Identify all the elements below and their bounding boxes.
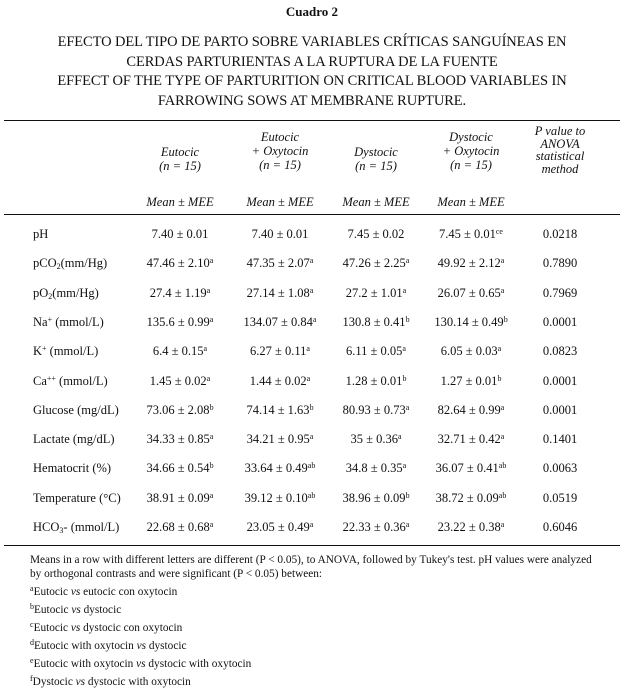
cell-value: 74.14 ± 1.63 xyxy=(246,403,310,417)
cell-letter: a xyxy=(500,286,505,295)
footnote-vs: vs xyxy=(75,676,86,688)
cell-letter: a xyxy=(500,520,505,529)
row-label-sup: ++ xyxy=(46,374,56,383)
cell-letter: a xyxy=(309,520,314,529)
cell-letter: a xyxy=(500,403,505,412)
cell-letter: a xyxy=(206,286,211,295)
table-cell xyxy=(326,491,426,506)
cell-value: 6.05 ± 0.03 xyxy=(440,344,498,358)
row-label-unit: (mmol/L) xyxy=(55,374,108,388)
table-cell xyxy=(230,344,330,359)
cell-letter: a xyxy=(306,344,310,353)
footnote-vs: vs xyxy=(71,604,81,616)
row-label xyxy=(33,520,119,535)
row-label-unit: (mmol/L) xyxy=(46,344,99,358)
cell-value: 33.64 ± 0.49 xyxy=(244,461,308,475)
footnote-text: Eutocic with oxytocin xyxy=(34,640,137,652)
row-label xyxy=(33,344,98,359)
cell-value: 1.45 ± 0.02 xyxy=(149,374,207,388)
table-cell xyxy=(418,256,524,271)
cell-value: 38.72 ± 0.09 xyxy=(435,491,499,505)
table-cell xyxy=(326,344,426,359)
footnote-text: Dystocic xyxy=(32,676,76,688)
footnote xyxy=(30,620,182,634)
cell-letter: a xyxy=(500,256,505,265)
table-cell xyxy=(326,461,426,476)
cell-value: 6.4 ± 0.15 xyxy=(152,344,204,358)
footnote-text: dystocic xyxy=(80,604,122,616)
footnote-mark: f xyxy=(30,674,33,683)
cell-letter: ab xyxy=(307,461,316,470)
footnote-vs: vs xyxy=(136,640,147,652)
cell-value: 26.07 ± 0.65 xyxy=(437,286,501,300)
mean-header-1: Mean ± MEE xyxy=(146,195,214,209)
cell-value: 34.66 ± 0.54 xyxy=(146,461,210,475)
cell-value: 38.96 ± 0.09 xyxy=(342,491,406,505)
cell-value: 1.28 ± 0.01 xyxy=(345,374,403,388)
cell-value: 130.14 ± 0.49 xyxy=(434,315,504,329)
cell-letter: a xyxy=(309,286,314,295)
row-label-name: K xyxy=(33,344,43,358)
table-cell xyxy=(130,403,230,418)
table-cell xyxy=(230,432,330,447)
cell-value: 22.33 ± 0.36 xyxy=(342,520,406,534)
cell-value: 7.40 ± 0.01 xyxy=(251,227,309,241)
table-cell xyxy=(326,286,426,301)
row-label-name: HCO xyxy=(33,520,60,534)
cell-value: 80.93 ± 0.73 xyxy=(342,403,406,417)
p-value-cell: 0.0001 xyxy=(542,315,578,329)
table-cell xyxy=(326,374,426,389)
footnote-text: eutocic con oxytocin xyxy=(80,586,178,598)
cell-letter: ab xyxy=(498,461,507,470)
row-label-unit: (mmol/L) xyxy=(52,315,104,329)
row-label-unit: (mm/Hg) xyxy=(60,256,108,270)
col-header-p-value: P value to ANOVA statistical method xyxy=(534,124,586,176)
cell-letter: a xyxy=(209,520,214,529)
cell-value: 32.71 ± 0.42 xyxy=(437,432,501,446)
cell-letter: a xyxy=(309,256,314,265)
col-header-dystocic: Dystocic (n = 15) xyxy=(354,145,398,173)
table-cell xyxy=(418,491,524,506)
cell-letter: ce xyxy=(495,227,503,236)
cell-letter: b xyxy=(503,315,508,324)
title-es-line-2: CERDAS PARTURIENTAS A LA RUPTURA DE LA FUENTE xyxy=(126,54,498,70)
row-label xyxy=(33,227,48,242)
cell-letter: a xyxy=(405,403,410,412)
row-label xyxy=(33,461,111,476)
cell-value: 23.22 ± 0.38 xyxy=(437,520,501,534)
table-cell xyxy=(130,374,230,389)
table-cell xyxy=(230,403,330,418)
p-value-cell: 0.0519 xyxy=(542,491,578,505)
cell-value: 135.6 ± 0.99 xyxy=(146,315,210,329)
row-label-name: pCO xyxy=(33,256,57,270)
cell-letter: a xyxy=(209,256,214,265)
row-label xyxy=(33,374,108,389)
p-value-cell: 0.0823 xyxy=(542,344,578,358)
cell-value: 27.14 ± 1.08 xyxy=(246,286,310,300)
table-cell xyxy=(418,315,524,330)
p-value-cell: 0.0218 xyxy=(542,227,578,241)
title-es-line-1: EFECTO DEL TIPO DE PARTO SOBRE VARIABLES CRÍTICAS SANGUÍNEAS EN xyxy=(57,34,567,50)
footnote xyxy=(30,584,177,598)
p-value-cell: 0.7890 xyxy=(542,256,578,270)
cell-letter: b xyxy=(405,491,410,500)
footnote xyxy=(30,656,251,670)
cell-letter: b xyxy=(209,403,214,412)
row-label xyxy=(33,315,104,330)
cell-letter: a xyxy=(209,432,214,441)
row-label-name: pO xyxy=(33,286,49,300)
col-header-eutocic-oxytocin: Eutocic + Oxytocin (n = 15) xyxy=(251,130,309,172)
cell-letter: a xyxy=(203,344,208,353)
table-top-rule xyxy=(4,120,620,121)
cell-letter: a xyxy=(397,432,402,441)
row-label-name: Na xyxy=(33,315,48,329)
row-label-sup: + xyxy=(42,344,47,353)
cell-letter: b xyxy=(209,461,214,470)
row-label-name: Hematocrit (%) xyxy=(33,461,112,475)
cell-letter: ab xyxy=(307,491,316,500)
cell-value: 35 ± 0.36 xyxy=(350,432,398,446)
cell-letter: b xyxy=(405,315,410,324)
footnote xyxy=(30,602,121,616)
footnote-mark: d xyxy=(30,638,34,647)
cell-value: 73.06 ± 2.08 xyxy=(146,403,210,417)
cell-value: 49.92 ± 2.12 xyxy=(437,256,501,270)
cell-letter: a xyxy=(306,374,311,383)
row-label-sub: 2 xyxy=(56,262,61,271)
row-label xyxy=(33,491,121,506)
footnote-text: dystocic with oxytocin xyxy=(85,676,191,688)
cell-value: 7.45 ± 0.01 xyxy=(439,227,496,241)
cell-value: 82.64 ± 0.99 xyxy=(437,403,501,417)
p-value-cell: 0.0063 xyxy=(542,461,578,475)
table-cell xyxy=(418,344,524,359)
cell-value: 1.44 ± 0.02 xyxy=(249,374,307,388)
cell-letter: a xyxy=(209,315,214,324)
table-cell xyxy=(326,256,426,271)
mean-header-4: Mean ± MEE xyxy=(437,195,505,209)
cell-value: 34.21 ± 0.95 xyxy=(246,432,310,446)
table-cell xyxy=(230,461,330,476)
table-cell xyxy=(130,461,230,476)
footnote-text: dystocic xyxy=(146,640,187,652)
cell-value: 34.33 ± 0.85 xyxy=(146,432,210,446)
row-label xyxy=(33,286,99,301)
footnote-text: Eutocic with oxytocin xyxy=(33,658,137,670)
row-label-name: Temperature (°C) xyxy=(33,491,121,505)
footnote-vs: vs xyxy=(70,622,81,634)
cell-value: 1.27 ± 0.01 xyxy=(440,374,498,388)
footnote-text: dystocic con oxytocin xyxy=(80,622,183,634)
table-cell xyxy=(130,227,230,242)
table-cell xyxy=(418,403,524,418)
table-cell xyxy=(130,344,230,359)
cell-letter: a xyxy=(206,374,211,383)
cell-value: 39.12 ± 0.10 xyxy=(244,491,308,505)
cell-letter: a xyxy=(500,432,505,441)
table-cell xyxy=(230,286,330,301)
table-cell xyxy=(418,461,524,476)
cell-letter: b xyxy=(402,374,407,383)
col-header-eutocic: Eutocic (n = 15) xyxy=(159,145,201,173)
table-cell xyxy=(418,374,524,389)
title-en-line-1: EFFECT OF THE TYPE OF PARTURITION ON CRITICAL BLOOD VARIABLES IN xyxy=(57,73,567,89)
table-cell xyxy=(130,432,230,447)
table-cell xyxy=(130,256,230,271)
table-cell xyxy=(418,227,524,242)
cell-value: 47.35 ± 2.07 xyxy=(246,256,310,270)
table-cell xyxy=(230,520,330,535)
table-cell xyxy=(230,374,330,389)
table-cell xyxy=(326,315,426,330)
row-label-sup: + xyxy=(47,315,53,324)
row-label-unit: (mm/Hg) xyxy=(52,286,99,300)
title-en-line-2: FARROWING SOWS AT MEMBRANE RUPTURE. xyxy=(157,93,467,109)
table-cell xyxy=(130,286,230,301)
table-cell xyxy=(130,520,230,535)
header-bottom-rule xyxy=(4,214,620,215)
row-label xyxy=(33,432,115,447)
cell-value: 6.27 ± 0.11 xyxy=(250,344,307,358)
table-cell xyxy=(130,315,230,330)
cell-value: 23.05 ± 0.49 xyxy=(246,520,310,534)
footnote-mark: a xyxy=(30,584,34,593)
p-value-cell: 0.7969 xyxy=(542,286,578,300)
cell-value: 6.11 ± 0.05 xyxy=(346,344,403,358)
cell-letter: a xyxy=(312,315,317,324)
cell-letter: b xyxy=(497,374,502,383)
row-label-name: Lactate (mg/dL) xyxy=(33,432,115,446)
table-bottom-rule xyxy=(4,545,620,546)
table-cell xyxy=(230,315,330,330)
cell-letter: a xyxy=(405,520,410,529)
row-label-name: Glucose (mg/dL) xyxy=(33,403,119,417)
footnote-vs: vs xyxy=(136,658,146,670)
table-cell xyxy=(418,432,524,447)
row-label xyxy=(33,256,107,271)
cell-letter: a xyxy=(402,344,406,353)
p-value-cell: 0.1401 xyxy=(542,432,578,446)
cell-letter: a xyxy=(402,286,407,295)
cell-value: 27.2 ± 1.01 xyxy=(345,286,403,300)
cell-letter: ab xyxy=(498,491,507,500)
p-value-cell: 0.0001 xyxy=(542,374,578,388)
table-cell xyxy=(326,432,426,447)
cell-letter: a xyxy=(309,432,314,441)
p-value-cell: 0.0001 xyxy=(542,403,578,417)
table-notes: Means in a row with different letters are different (P < 0.05), to ANOVA, followed by Tukey's test. pH values were analyzed by orthogonal contrasts and were significant (P < 0.05) between: xyxy=(30,554,592,580)
footnote-mark: b xyxy=(30,602,34,611)
cell-letter: a xyxy=(402,461,407,470)
cell-value: 47.46 ± 2.10 xyxy=(146,256,210,270)
cell-value: 134.07 ± 0.84 xyxy=(243,315,313,329)
cell-letter: a xyxy=(497,344,502,353)
cell-value: 47.26 ± 2.25 xyxy=(342,256,406,270)
footnote xyxy=(30,674,191,688)
table-cell xyxy=(230,227,330,242)
cell-letter: b xyxy=(309,403,314,412)
row-label-name: pH xyxy=(33,227,49,241)
table-cell xyxy=(230,491,330,506)
table-cell xyxy=(230,256,330,271)
table-cell xyxy=(326,520,426,535)
table-cell xyxy=(326,403,426,418)
table-cell xyxy=(418,286,524,301)
footnote-text: Eutocic xyxy=(33,586,71,598)
cell-value: 27.4 ± 1.19 xyxy=(149,286,207,300)
row-label-sub: 2 xyxy=(48,292,53,301)
row-label-name: Ca xyxy=(33,374,47,388)
table-number: Cuadro 2 xyxy=(285,4,339,19)
p-value-cell: 0.6046 xyxy=(542,520,578,534)
row-label-unit: - (mmol/L) xyxy=(63,520,120,534)
cell-value: 34.8 ± 0.35 xyxy=(345,461,403,475)
cell-value: 130.8 ± 0.41 xyxy=(342,315,406,329)
row-label xyxy=(33,403,119,418)
cell-letter: a xyxy=(405,256,410,265)
cell-value: 38.91 ± 0.09 xyxy=(146,491,210,505)
cell-value: 22.68 ± 0.68 xyxy=(146,520,210,534)
footnote-text: Eutocic xyxy=(34,604,72,616)
footnote-vs: vs xyxy=(70,586,81,598)
cell-value: 7.40 ± 0.01 xyxy=(151,227,209,241)
table-cell xyxy=(130,491,230,506)
col-header-dystocic-oxytocin: Dystocic + Oxytocin (n = 15) xyxy=(442,130,500,172)
footnote-mark: c xyxy=(30,620,34,629)
cell-letter: a xyxy=(209,491,214,500)
footnote-text: Eutocic xyxy=(33,622,71,634)
table-cell xyxy=(418,520,524,535)
cell-value: 7.45 ± 0.02 xyxy=(347,227,405,241)
footnote-mark: e xyxy=(30,656,34,665)
row-label-sub: 3 xyxy=(59,526,64,535)
mean-header-2: Mean ± MEE xyxy=(246,195,314,209)
table-cell xyxy=(326,227,426,242)
footnote xyxy=(30,638,187,652)
mean-header-3: Mean ± MEE xyxy=(342,195,410,209)
cell-value: 36.07 ± 0.41 xyxy=(435,461,499,475)
footnote-text: dystocic with oxytocin xyxy=(145,658,252,670)
